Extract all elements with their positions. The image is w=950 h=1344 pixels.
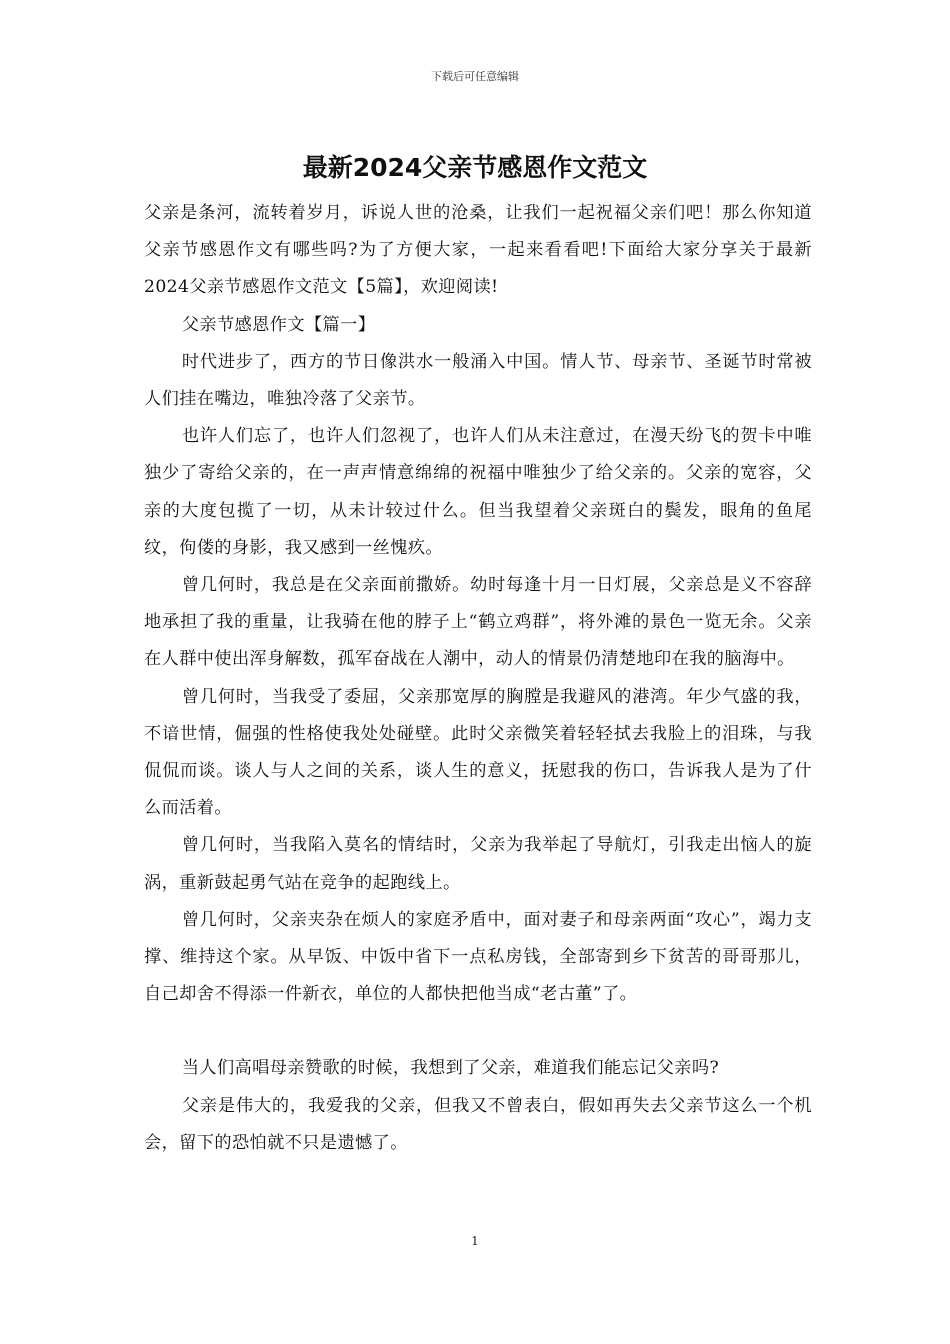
page-header-note: 下载后可任意编辑 xyxy=(431,70,519,83)
body-paragraph: 也许人们忘了，也许人们忽视了，也许人们从未注意过，在漫天纷飞的贺卡中唯独少了寄给父亲的，在一声声情意绵绵的祝福中唯独少了给父亲的。父亲的宽容，父亲的大度包揽了一切，从未计较过什么。但当我望着父亲斑白的鬓发，眼角的鱼尾纹，佝偻的身影，我又感到一丝愧疚。 xyxy=(144,426,812,558)
document-body xyxy=(144,195,812,1162)
body-paragraph: 曾几何时，父亲夹杂在烦人的家庭矛盾中，面对妻子和母亲两面“攻心”，竭力支撑、维持这个家。从早饭、中饭中省下一点私房钱，全部寄到乡下贫苦的哥哥那儿，自己却舍不得添一件新衣，单位的人都快把他当成“老古董”了。 xyxy=(144,909,812,1005)
body-paragraph: 曾几何时，我总是在父亲面前撒娇。幼时每逢十月一日灯展，父亲总是义不容辞地承担了我的重量，让我骑在他的脖子上“鹤立鸡群”，将外滩的景色一览无余。父亲在人群中使出浑身解数，孤军奋战在人潮中，动人的情景仍清楚地印在我的脑海中。 xyxy=(144,575,812,670)
section-heading: 父亲节感恩作文【篇一】 xyxy=(181,314,376,335)
body-paragraph: 曾几何时，当我受了委屈，父亲那宽厚的胸膛是我避风的港湾。年少气盛的我，不谙世情，倔强的性格使我处处碰壁。此时父亲微笑着轻轻拭去我脸上的泪珠，与我侃侃而谈。谈人与人之间的关系，谈人生的意义，抚慰我的伤口，告诉我人是为了什么而活着。 xyxy=(144,686,812,819)
document-title: 最新2024父亲节感恩作文范文 xyxy=(302,153,648,182)
body-paragraph: 时代进步了，西方的节日像洪水一般涌入中国。情人节、母亲节、圣诞节时常被人们挂在嘴边，唯独冷落了父亲节。 xyxy=(144,351,812,410)
paragraph-spacer xyxy=(144,1013,812,1050)
body-paragraph: 父亲是伟大的，我爱我的父亲，但我又不曾表白，假如再失去父亲节这么一个机会，留下的恐怕就不只是遗憾了。 xyxy=(144,1095,812,1153)
body-paragraph: 曾几何时，当我陷入莫名的情结时，父亲为我举起了导航灯，引我走出恼人的旋涡，重新鼓起勇气站在竞争的起跑线上。 xyxy=(144,835,812,893)
body-paragraph: 当人们高唱母亲赞歌的时候，我想到了父亲，难道我们能忘记父亲吗? xyxy=(181,1058,720,1079)
intro-paragraph: 父亲是条河，流转着岁月，诉说人世的沧桑，让我们一起祝福父亲们吧！那么你知道父亲节感恩作文有哪些吗?为了方便大家，一起来看看吧!下面给大家分享关于最新2024父亲节感恩作文范文【5篇】，欢迎阅读! xyxy=(144,203,812,298)
page-number: 1 xyxy=(471,1234,479,1248)
